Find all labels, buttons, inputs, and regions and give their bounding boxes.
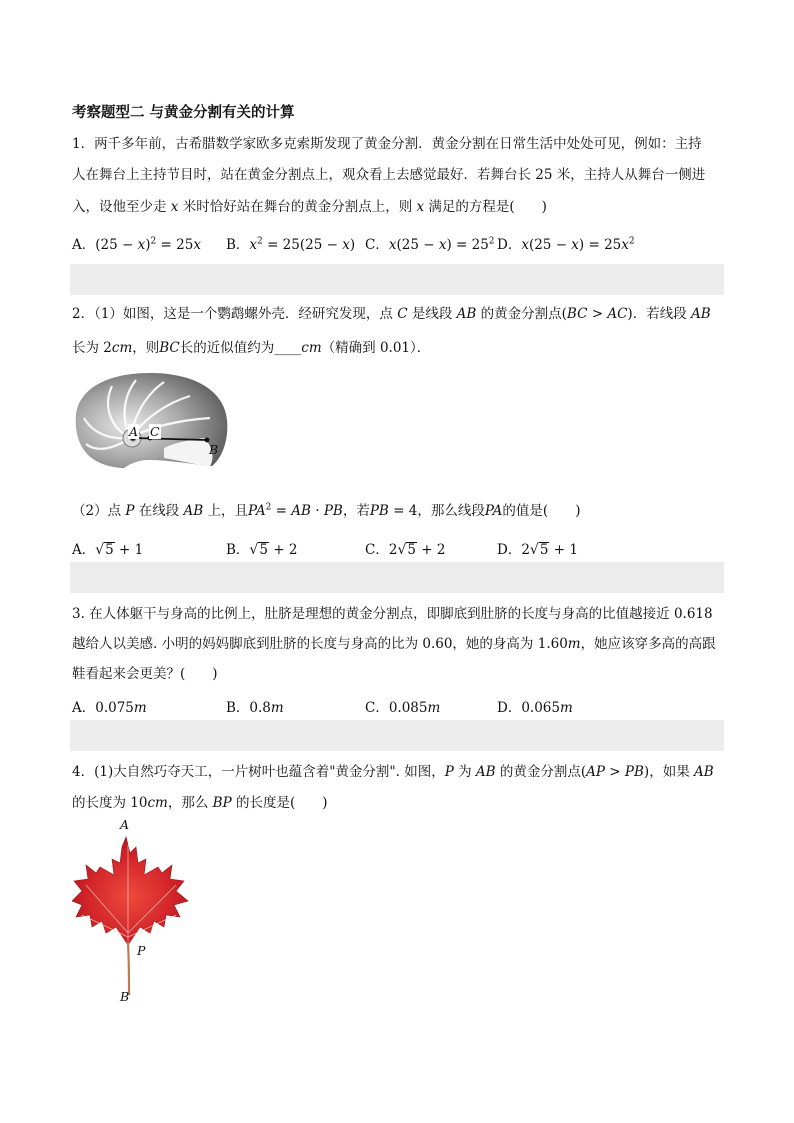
q2-sub-2-part: ，那么线段 (417, 503, 485, 519)
q3-answer-band (70, 720, 724, 751)
q2-option-b-letter: B． (226, 542, 250, 558)
q4-line-1-part: )，如果 (643, 764, 690, 780)
q3-line-3: 鞋看起来会更美？( ) (72, 666, 218, 682)
q3-option-d-unit: m (559, 700, 573, 716)
leaf-point-p-label: P (137, 943, 146, 958)
q2-option-b[interactable]: B．√5 + 2 (226, 542, 298, 558)
q3-line-2-part: 越给人以美感. 小明的妈妈脚底到肚脐的长度与身高的比为 0.60，她的身高为 (72, 636, 534, 652)
q2-line-1-part: 的黄金分割点( (480, 306, 567, 322)
q3-option-c-unit: m (427, 700, 441, 716)
leaf-point-b-label: B (120, 989, 130, 1004)
q1-line-2: 人在舞台上主持节目时，站在黄金分割点上，观众看上去感觉最好．若舞台长 25 米，主持人从舞台一侧进 (72, 167, 706, 183)
q2-option-a[interactable]: A．√5 + 1 (72, 542, 144, 558)
q2-line-2-part: 长的近似值约为____ (179, 340, 302, 356)
nautilus-shell-image (72, 368, 232, 470)
q3-option-b-text: B．0.8 (226, 700, 271, 716)
maple-leaf-figure (72, 815, 192, 1010)
q2-option-c-letter: C． (365, 542, 389, 558)
q1-answer-band (70, 264, 724, 295)
q3-option-c-text: C．0.085 (365, 700, 428, 716)
q2-line-1: 2．（1）如图，这是一个鹦鹉螺外壳．经研究发现，点 C 是线段 AB 的黄金分割点(BC > AC)．若线段 AB (72, 306, 711, 322)
q4-line-2-part: 的长度为 (72, 795, 126, 811)
q4-line-1-part: 的黄金分割点( (499, 764, 587, 780)
q3-option-a-text: A．0.075 (72, 700, 134, 716)
q2-line-2-part: 长为 (72, 340, 99, 356)
q1-option-a[interactable]: A．$(25 - x)^2 = 25x$ (72, 236, 201, 253)
q1-option-d-letter: D． (497, 237, 522, 253)
q1-option-a-letter: A． (72, 237, 96, 253)
q3-option-d[interactable] (497, 696, 573, 716)
q2-option-c[interactable]: C．2√5 + 2 (365, 542, 446, 558)
q4-line-2-part: ，那么 (167, 795, 209, 811)
leaf-point-a-label: A (120, 817, 130, 832)
q4-line-2-part: 的长度是( ) (235, 795, 328, 811)
q2-line-2-part: ，则 (132, 340, 160, 356)
q1-line-3: 入，设他至少走 x 米时恰好站在舞台的黄金分割点上，则 x 满足的方程是( ) (72, 199, 547, 215)
q1-line-3-part: 米时恰好站在舞台的黄金分割点上，则 (182, 199, 413, 215)
q4-line-1-part: 为 (458, 764, 472, 780)
q2-sub-2: （2）点 P 在线段 AB 上，且$PA^2$ = AB · PB，若PB = 4，那么线段PA的值是( ) (72, 502, 581, 519)
q3-option-a-unit: m (133, 700, 147, 716)
q2-line-1-part: 是线段 (411, 306, 453, 322)
q2-sub-2-part: 上，且 (207, 503, 249, 519)
q2-option-d[interactable]: D．2√5 + 1 (497, 542, 578, 558)
point-c-label: C (150, 424, 160, 439)
point-b-label: B (209, 442, 219, 457)
q2-sub-2-part: 的值是( ) (502, 503, 581, 519)
q2-option-d-letter: D． (497, 542, 522, 558)
point-a-label: A (129, 424, 139, 439)
q3-option-d-text: D．0.065 (497, 700, 560, 716)
q4-line-1: 4．(1)大自然巧夺天工，一片树叶也蕴含着"黄金分割". 如图，P 为 AB 的黄金分割点(AP > PB)，如果 AB (72, 764, 714, 780)
q1-option-c[interactable]: C．$x(25 - x) = 25^2$ (365, 236, 495, 253)
q4-line-1-part: 4．(1)大自然巧夺天工，一片树叶也蕴含着"黄金分割". 如图， (72, 764, 445, 780)
q1-line-3-part: 入，设他至少走 (72, 199, 167, 215)
maple-leaf-image (72, 815, 192, 1010)
nautilus-shell-figure (72, 368, 232, 470)
q1-option-b[interactable]: B．$x^2 = 25(25 - x)$ (226, 236, 356, 253)
q4-line-2: 的长度为 10cm，那么 BP 的长度是( ) (72, 795, 328, 811)
q2-option-a-letter: A． (72, 542, 96, 558)
q2-answer-band (70, 562, 724, 593)
q3-option-b[interactable] (226, 696, 284, 716)
q2-sub-2-part: ，若 (342, 503, 370, 519)
q2-line-1-part: 2．（1）如图，这是一个鹦鹉螺外壳．经研究发现，点 (72, 306, 393, 322)
q1-line-3-part: 满足的方程是( ) (428, 199, 547, 215)
section-title: 考察题型二 与黄金分割有关的计算 (72, 105, 295, 121)
q2-line-1-part: )．若线段 (627, 306, 687, 322)
q1-option-b-letter: B． (226, 237, 250, 253)
q3-line-1: 3. 在人体躯干与身高的比例上，肚脐是理想的黄金分割点，即脚底到肚脐的长度与身高的比值越接近 0.618 (72, 606, 713, 622)
q1-option-d[interactable]: D．$x(25 - x) = 25x^2$ (497, 236, 635, 253)
q3-option-c[interactable] (365, 696, 440, 716)
q3-option-b-unit: m (270, 700, 284, 716)
q2-line-2: 长为 2cm，则BC长的近似值约为____cm（精确到 0.01）． (72, 340, 431, 356)
q1-option-c-letter: C． (365, 237, 389, 253)
q3-line-2-part: ，她应该穿多高的高跟 (580, 636, 716, 652)
q3-option-a[interactable] (72, 696, 147, 716)
q2-sub-2-part: （2）点 (72, 503, 122, 519)
q2-sub-2-part: 在线段 (138, 503, 180, 519)
q3-line-2: 越给人以美感. 小明的妈妈脚底到肚脐的长度与身高的比为 0.60，她的身高为 1.60m，她应该穿多高的高跟 (72, 636, 716, 652)
q1-line-1: 1．两千多年前，古希腊数学家欧多克索斯发现了黄金分割．黄金分割在日常生活中处处可见，例如：主持 (72, 136, 702, 152)
q2-line-2-part: （精确到 0.01）． (321, 340, 431, 356)
